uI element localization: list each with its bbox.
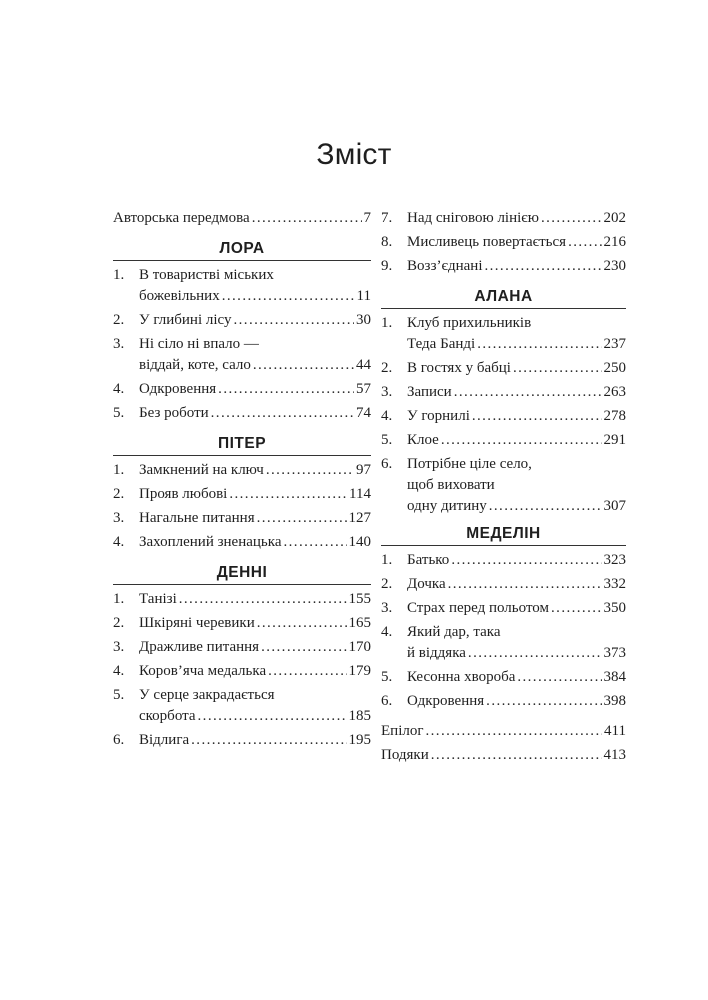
toc-leader-dots xyxy=(179,589,347,610)
toc-entry-last-line xyxy=(139,637,371,658)
toc-entry-page-number: 350 xyxy=(603,600,626,616)
toc-entry-page-number: 216 xyxy=(603,234,626,250)
toc-entry-body xyxy=(139,637,371,658)
toc-leader-dots xyxy=(477,334,601,355)
toc-entry-page-number: 195 xyxy=(348,732,371,748)
toc-entry xyxy=(113,730,371,754)
toc-entry-body xyxy=(407,574,626,595)
toc-entry-title-line: й віддяка xyxy=(407,645,466,661)
toc-entry-body xyxy=(139,613,371,634)
toc-entry-number: 4. xyxy=(381,408,393,424)
toc-entry-page-number: 127 xyxy=(348,510,371,526)
toc-entry-page-number: 185 xyxy=(348,708,371,724)
toc-entry-title-line: Авторська передмова xyxy=(113,210,250,226)
toc-entry xyxy=(113,637,371,661)
toc-entry-last-line xyxy=(381,745,626,766)
toc-entry-last-line xyxy=(139,730,371,751)
toc-leader-dots xyxy=(472,406,602,427)
toc-entry-last-line xyxy=(407,667,626,688)
toc-leader-dots xyxy=(426,721,603,742)
toc-entry-title-line: Дражливе питання xyxy=(139,639,260,655)
toc-entry-last-line xyxy=(407,643,626,664)
toc-entry-title-line: Шкіряні черевики xyxy=(139,615,255,631)
toc-entry-title-line: В гостях у бабці xyxy=(407,360,511,376)
toc-entry-number: 6. xyxy=(381,456,393,472)
toc-entry-last-line xyxy=(139,706,371,727)
toc-entry-number: 2. xyxy=(381,360,393,376)
toc-entry xyxy=(381,406,626,430)
toc-entry-title-line: Нагальне питання xyxy=(139,510,255,526)
toc-entry-last-line xyxy=(407,691,626,712)
toc-entry-body xyxy=(407,256,626,277)
toc-entry-title-line: одну дитину xyxy=(407,498,487,514)
toc-entry xyxy=(113,403,371,427)
toc-entry-title-line: У горнилі xyxy=(407,408,470,424)
toc-entry-number: 5. xyxy=(113,405,125,421)
toc-entry-last-line xyxy=(407,574,626,595)
toc-entry-last-line xyxy=(113,208,371,229)
toc-entry xyxy=(381,358,626,382)
toc-leader-dots xyxy=(198,706,347,727)
toc-leader-dots xyxy=(489,496,602,517)
toc-entry-page-number: 291 xyxy=(603,432,626,448)
toc-entry-body xyxy=(139,589,371,610)
toc-entry-title-line: Записи xyxy=(407,384,452,400)
toc-entry xyxy=(381,430,626,454)
toc-entry-page-number: 165 xyxy=(348,615,371,631)
toc-entry-title-line: Замкнений на ключ xyxy=(139,462,264,478)
toc-leader-dots xyxy=(222,286,355,307)
toc-leader-dots xyxy=(441,430,602,451)
toc-entry-number: 5. xyxy=(113,687,125,703)
toc-entry-body xyxy=(407,382,626,403)
toc-leader-dots xyxy=(513,358,602,379)
toc-entry-page-number: 373 xyxy=(603,645,626,661)
toc-entry-last-line xyxy=(139,589,371,610)
toc-entry-number: 6. xyxy=(381,693,393,709)
toc-entry-body xyxy=(139,661,371,682)
toc-entry-title-line: Танізі xyxy=(139,591,177,607)
toc-entry-page-number: 278 xyxy=(603,408,626,424)
toc-entry-number: 4. xyxy=(113,534,125,550)
toc-entry-title-line: Захоплений зненацька xyxy=(139,534,282,550)
toc-entry-page-number: 398 xyxy=(603,693,626,709)
toc-leader-dots xyxy=(448,574,602,595)
toc-section-heading: ДЕННІ xyxy=(113,562,371,585)
toc-entry-number: 3. xyxy=(113,510,125,526)
toc-entry xyxy=(381,667,626,691)
toc-entry-number: 3. xyxy=(113,336,125,352)
toc-entry-body xyxy=(407,598,626,619)
toc-entry-page-number: 7 xyxy=(363,210,371,226)
toc-entry xyxy=(113,208,371,232)
toc-entry-last-line xyxy=(407,382,626,403)
toc-entry-title-line: У глибині лісу xyxy=(139,312,232,328)
toc-entry-number: 3. xyxy=(113,639,125,655)
toc-leader-dots xyxy=(541,208,602,229)
toc-entry-title-line: Коров’яча медалька xyxy=(139,663,267,679)
toc-entry-last-line xyxy=(139,484,371,505)
toc-entry-number: 1. xyxy=(381,552,393,568)
toc-entry xyxy=(113,685,371,727)
toc-entry xyxy=(113,379,371,403)
toc-entry-title-line: щоб виховати xyxy=(407,477,495,493)
toc-entry xyxy=(381,313,626,355)
toc-entry-last-line xyxy=(139,355,371,376)
toc-entry-page-number: 384 xyxy=(603,669,626,685)
toc-entry-number: 2. xyxy=(113,615,125,631)
toc-entry-body xyxy=(139,379,371,400)
toc-entry-number: 5. xyxy=(381,432,393,448)
toc-entry-title-line: Страх перед польотом xyxy=(407,600,550,616)
toc-section-heading: ПІТЕР xyxy=(113,433,371,456)
toc-entry-last-line xyxy=(407,208,626,229)
toc-entry-number: 1. xyxy=(113,267,125,283)
toc-entry-last-line xyxy=(139,403,371,424)
toc-entry xyxy=(113,334,371,376)
toc-entry-body xyxy=(139,403,371,424)
toc-leader-dots xyxy=(257,613,347,634)
toc-leader-dots xyxy=(484,256,601,277)
toc-entry xyxy=(381,691,626,715)
toc-section xyxy=(113,433,371,556)
toc-entry-title-line: Відлига xyxy=(139,732,190,748)
toc-entry-last-line xyxy=(407,430,626,451)
toc-entry-title-line: У серце закрадається xyxy=(139,687,275,703)
toc-leader-dots xyxy=(451,550,601,571)
toc-column-left xyxy=(113,208,371,754)
toc-entry-body xyxy=(381,745,626,766)
toc-entry xyxy=(381,598,626,622)
toc-entry-number: 3. xyxy=(381,384,393,400)
toc-entry-body xyxy=(407,430,626,451)
toc-entry-last-line xyxy=(139,532,371,553)
toc-section-heading: ЛОРА xyxy=(113,238,371,261)
toc-column-right xyxy=(381,208,626,769)
toc-entry xyxy=(113,508,371,532)
toc-entry-page-number: 57 xyxy=(356,381,371,397)
toc-entry-title-line: Мисливець повертається xyxy=(407,234,567,250)
toc-entry-title-line: Одкровення xyxy=(407,693,485,709)
toc-entry-title-line: Який дар, така xyxy=(407,624,501,640)
toc-entry-last-line xyxy=(139,613,371,634)
toc-entry-body xyxy=(407,550,626,571)
toc-entry-page-number: 114 xyxy=(349,486,371,502)
toc-entry-title-line: Дочка xyxy=(407,576,446,592)
toc-entry-title-line: Епілог xyxy=(381,723,424,739)
toc-section xyxy=(113,238,371,427)
toc-entry-body xyxy=(407,208,626,229)
toc-leader-dots xyxy=(568,232,601,253)
toc-entry-number: 5. xyxy=(381,669,393,685)
toc-entry xyxy=(113,460,371,484)
toc-entry-number: 4. xyxy=(381,624,393,640)
toc-entry-page-number: 140 xyxy=(348,534,371,550)
toc-entry-page-number: 411 xyxy=(604,723,626,739)
toc-entry-page-number: 250 xyxy=(603,360,626,376)
toc-entry-body xyxy=(139,685,371,727)
toc-section xyxy=(381,286,626,517)
toc-entry-page-number: 170 xyxy=(348,639,371,655)
toc-entry xyxy=(381,454,626,517)
toc-entry-title-line: Теда Банді xyxy=(407,336,476,352)
toc-entry-title-line: В товаристві міських xyxy=(139,267,274,283)
toc-entry-last-line xyxy=(407,232,626,253)
toc-entry-last-line xyxy=(407,550,626,571)
toc-entry-page-number: 97 xyxy=(356,462,371,478)
toc-entry-body xyxy=(139,460,371,481)
toc-section xyxy=(113,562,371,754)
toc-leader-dots xyxy=(454,382,602,403)
toc-entry xyxy=(381,232,626,256)
toc-leader-dots xyxy=(468,643,602,664)
toc-entry-page-number: 230 xyxy=(603,258,626,274)
toc-entry xyxy=(113,310,371,334)
toc-entry xyxy=(381,550,626,574)
toc-section-heading: АЛАНА xyxy=(381,286,626,309)
toc-leader-dots xyxy=(486,691,601,712)
toc-leader-dots xyxy=(218,379,354,400)
toc-entry-title-line: Кесонна хвороба xyxy=(407,669,516,685)
toc-entry-title-line: скорбота xyxy=(139,708,196,724)
toc-entry-last-line xyxy=(407,598,626,619)
toc-entry-body xyxy=(407,667,626,688)
toc-entry-title-line: Клое xyxy=(407,432,439,448)
toc-entry-title-line: Батько xyxy=(407,552,450,568)
toc-entry-number: 4. xyxy=(113,381,125,397)
toc-leader-dots xyxy=(252,208,362,229)
toc-entry-title-line: Над сніговою лінією xyxy=(407,210,539,226)
toc-entry-title-line: Без роботи xyxy=(139,405,209,421)
toc-entry-last-line xyxy=(407,256,626,277)
toc-entry-page-number: 332 xyxy=(603,576,626,592)
toc-entry xyxy=(381,721,626,745)
toc-section xyxy=(381,523,626,715)
toc-entry-last-line xyxy=(139,661,371,682)
toc-entry-number: 1. xyxy=(381,315,393,331)
toc-entry xyxy=(113,484,371,508)
toc-entry-body xyxy=(407,454,626,517)
toc-entry-number: 6. xyxy=(113,732,125,748)
toc-entry-number: 2. xyxy=(113,486,125,502)
toc-entry-number: 8. xyxy=(381,234,393,250)
toc-entry-body xyxy=(113,208,371,229)
toc-leader-dots xyxy=(284,532,347,553)
toc-entry-last-line xyxy=(407,334,626,355)
toc-leader-dots xyxy=(268,661,346,682)
toc-leader-dots xyxy=(261,637,346,658)
toc-leader-dots xyxy=(431,745,602,766)
toc-entry-body xyxy=(407,406,626,427)
toc-entry-body xyxy=(139,310,371,331)
toc-entry-title-line: Возз’єднані xyxy=(407,258,483,274)
toc-leader-dots xyxy=(234,310,355,331)
toc-entry-body xyxy=(381,721,626,742)
toc-entry-page-number: 307 xyxy=(603,498,626,514)
toc-entry xyxy=(381,382,626,406)
toc-entry-number: 2. xyxy=(381,576,393,592)
toc-entry-page-number: 155 xyxy=(348,591,371,607)
toc-entry-page-number: 237 xyxy=(603,336,626,352)
toc-entry-page-number: 74 xyxy=(356,405,371,421)
toc-entry-title-line: Подяки xyxy=(381,747,429,763)
toc-entry-number: 1. xyxy=(113,462,125,478)
toc-entry xyxy=(381,745,626,769)
toc-entry-page-number: 323 xyxy=(603,552,626,568)
toc-entry-page-number: 202 xyxy=(603,210,626,226)
toc-leader-dots xyxy=(253,355,354,376)
toc-entry-body xyxy=(139,265,371,307)
toc-entry-number: 2. xyxy=(113,312,125,328)
toc-entry-body xyxy=(407,313,626,355)
toc-entry-body xyxy=(407,358,626,379)
toc-leader-dots xyxy=(517,667,601,688)
toc-entry xyxy=(113,532,371,556)
toc-entry-title-line: божевільних xyxy=(139,288,220,304)
toc-entry-title-line: Одкровення xyxy=(139,381,217,397)
toc-entry xyxy=(113,661,371,685)
toc-leader-dots xyxy=(191,730,346,751)
toc-entry-title-line: Клуб прихильників xyxy=(407,315,532,331)
toc-entry-number: 7. xyxy=(381,210,393,226)
toc-entry-page-number: 179 xyxy=(348,663,371,679)
toc-leader-dots xyxy=(257,508,347,529)
toc-entry xyxy=(113,613,371,637)
toc-entry-last-line xyxy=(139,379,371,400)
toc-entry-number: 1. xyxy=(113,591,125,607)
toc-entry-last-line xyxy=(139,310,371,331)
toc-entry-body xyxy=(139,334,371,376)
toc-entry-body xyxy=(139,484,371,505)
toc-entry-last-line xyxy=(139,460,371,481)
toc-entry xyxy=(381,574,626,598)
toc-entry xyxy=(381,256,626,280)
toc-entry-number: 9. xyxy=(381,258,393,274)
toc-leader-dots xyxy=(551,598,601,619)
toc-entry-last-line xyxy=(139,508,371,529)
page-title: Зміст xyxy=(316,138,392,171)
toc-entry-number: 3. xyxy=(381,600,393,616)
toc-entry xyxy=(113,589,371,613)
toc-entry-body xyxy=(139,730,371,751)
toc-entry-last-line xyxy=(381,721,626,742)
toc-entry-page-number: 30 xyxy=(356,312,371,328)
toc-entry-body xyxy=(407,232,626,253)
toc-entry-last-line xyxy=(407,406,626,427)
toc-entry-body xyxy=(407,622,626,664)
toc-entry-page-number: 263 xyxy=(603,384,626,400)
toc-entry-page-number: 11 xyxy=(356,288,371,304)
toc-leader-dots xyxy=(266,460,354,481)
toc-entry xyxy=(113,265,371,307)
toc-entry-last-line xyxy=(407,496,626,517)
toc-entry-last-line xyxy=(139,286,371,307)
toc-entry-title-line: Прояв любові xyxy=(139,486,228,502)
toc-section-heading: МЕДЕЛІН xyxy=(381,523,626,546)
toc-entry-title-line: Потрібне ціле село, xyxy=(407,456,532,472)
toc-entry-body xyxy=(407,691,626,712)
toc-entry xyxy=(381,622,626,664)
toc-entry-page-number: 413 xyxy=(603,747,626,763)
toc-leader-dots xyxy=(211,403,354,424)
toc-entry-title-line: віддай, коте, сало xyxy=(139,357,251,373)
toc-entry-body xyxy=(139,508,371,529)
toc-entry-body xyxy=(139,532,371,553)
toc-entry-page-number: 44 xyxy=(356,357,371,373)
toc-entry xyxy=(381,208,626,232)
toc-leader-dots xyxy=(229,484,347,505)
toc-entry-last-line xyxy=(407,358,626,379)
toc-entry-number: 4. xyxy=(113,663,125,679)
toc-entry-title-line: Ні сіло ні впало — xyxy=(139,336,259,352)
